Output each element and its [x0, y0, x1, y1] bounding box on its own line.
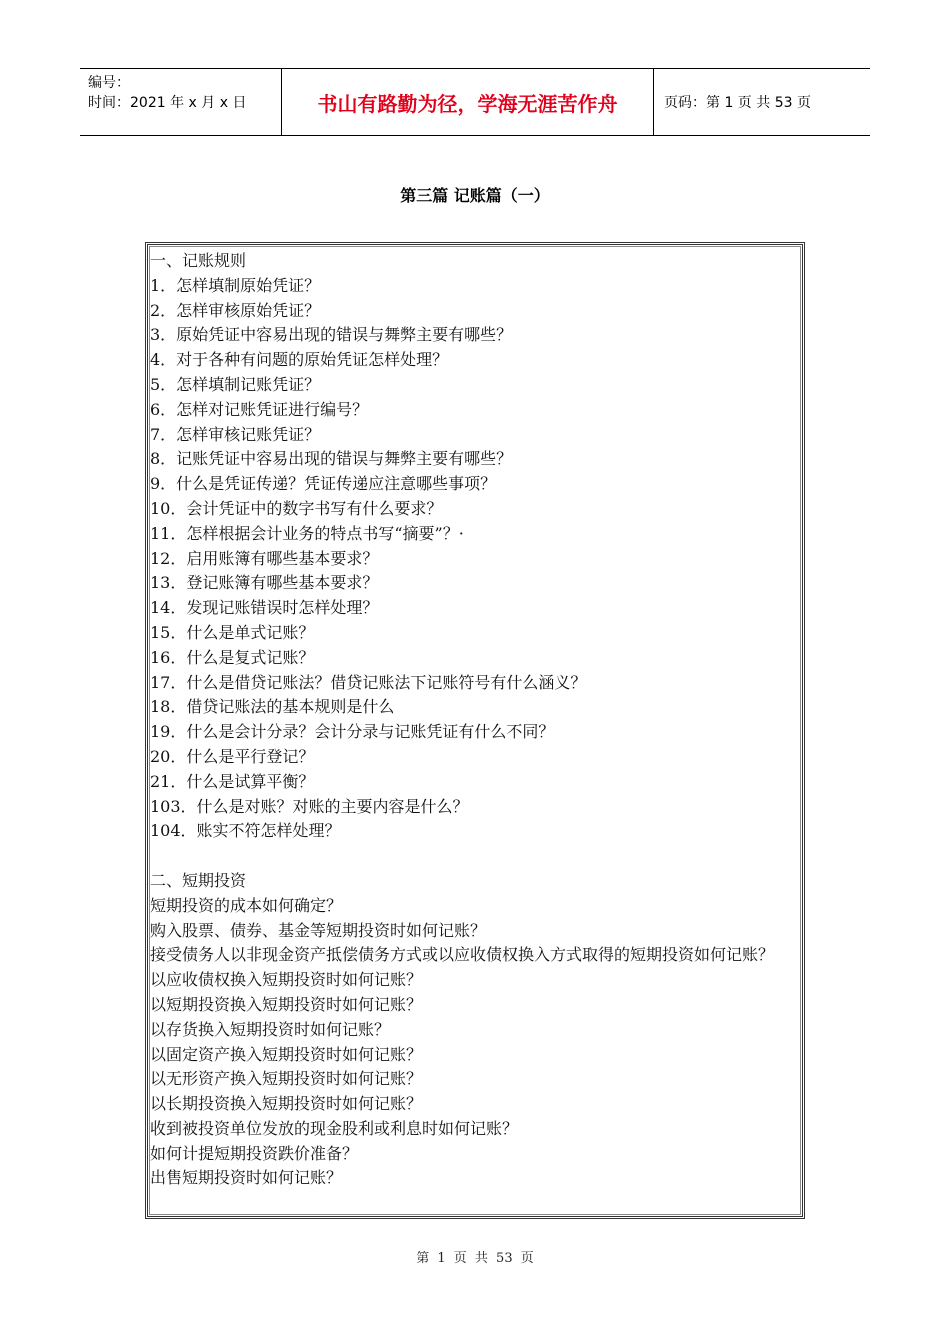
list-item: 17．什么是借贷记账法？借贷记账法下记账符号有什么涵义？	[150, 672, 587, 692]
header-page-info: 页码：第 1 页 共 53 页	[664, 95, 811, 111]
spacer	[150, 844, 802, 869]
list-item: 9．什么是凭证传递？凭证传递应注意哪些事项？	[150, 474, 497, 494]
list-item: 以短期投资换入短期投资时如何记账？	[150, 994, 423, 1014]
content-box	[145, 242, 805, 1219]
list-item: 以无形资产换入短期投资时如何记账？	[150, 1069, 423, 1089]
list-item: 103．什么是对账？对账的主要内容是什么？	[150, 796, 469, 816]
time-label: 时间：2021 年 x 月 x 日	[88, 95, 247, 111]
list-item: 8．记账凭证中容易出现的错误与舞弊主要有哪些？	[150, 449, 513, 469]
list-item: 12．启用账簿有哪些基本要求？	[150, 548, 379, 568]
list-item: 短期投资的成本如何确定？	[150, 895, 343, 915]
page-footer: 第 1 页 共 53 页	[416, 1251, 534, 1266]
list-item: 2．怎样审核原始凭证？	[150, 300, 321, 320]
list-item: 20．什么是平行登记？	[150, 746, 315, 766]
list-item: 4．对于各种有问题的原始凭证怎样处理？	[150, 350, 449, 370]
list-item: 如何计提短期投资跌价准备？	[150, 1143, 359, 1163]
list-item: 7．怎样审核记账凭证？	[150, 424, 321, 444]
document-header	[80, 68, 870, 136]
list-item: 15．什么是单式记账？	[150, 622, 315, 642]
section-heading: 一、记账规则	[150, 251, 247, 270]
list-item: 6．怎样对记账凭证进行编号？	[150, 399, 369, 419]
list-item: 16．什么是复式记账？	[150, 647, 315, 667]
list-item: 18．借贷记账法的基本规则是什么	[150, 697, 395, 717]
section1-list	[150, 274, 802, 844]
list-item: 19．什么是会计分录？会计分录与记账凭证有什么不同？	[150, 722, 555, 742]
list-item: 1．怎样填制原始凭证？	[150, 275, 321, 295]
list-item: 14．发现记账错误时怎样处理？	[150, 598, 379, 618]
list-item: 购入股票、债券、基金等短期投资时如何记账？	[150, 920, 487, 940]
list-item: 13．登记账簿有哪些基本要求？	[150, 573, 379, 593]
list-item: 10．会计凭证中的数字书写有什么要求？	[150, 498, 443, 518]
document-title: 第三篇 记账篇（一）	[400, 186, 550, 205]
list-item: 3．原始凭证中容易出现的错误与舞弊主要有哪些？	[150, 325, 513, 345]
list-item: 以固定资产换入短期投资时如何记账？	[150, 1044, 423, 1064]
list-item: 以长期投资换入短期投资时如何记账？	[150, 1094, 423, 1114]
section2-list	[150, 894, 802, 1192]
list-item: 接受债务人以非现金资产抵偿债务方式或以应收债权换入方式取得的短期投资如何记账？	[150, 945, 775, 965]
list-item: 收到被投资单位发放的现金股利或利息时如何记账？	[150, 1118, 519, 1138]
list-item: 104．账实不符怎样处理？	[150, 821, 341, 841]
list-item: 以存货换入短期投资时如何记账？	[150, 1019, 391, 1039]
list-item: 出售短期投资时如何记账？	[150, 1168, 343, 1188]
number-label: 编号：	[88, 75, 130, 91]
list-item: 以应收债权换入短期投资时如何记账？	[150, 970, 423, 990]
list-item: 11．怎样根据会计业务的特点书写“摘要”？·	[150, 523, 464, 543]
list-item: 5．怎样填制记账凭证？	[150, 374, 321, 394]
section-heading: 二、短期投资	[150, 870, 247, 890]
header-meta	[80, 69, 282, 135]
list-item: 21．什么是试算平衡？	[150, 771, 315, 791]
header-motto: 书山有路勤为径，学海无涯苦作舟	[282, 69, 654, 135]
